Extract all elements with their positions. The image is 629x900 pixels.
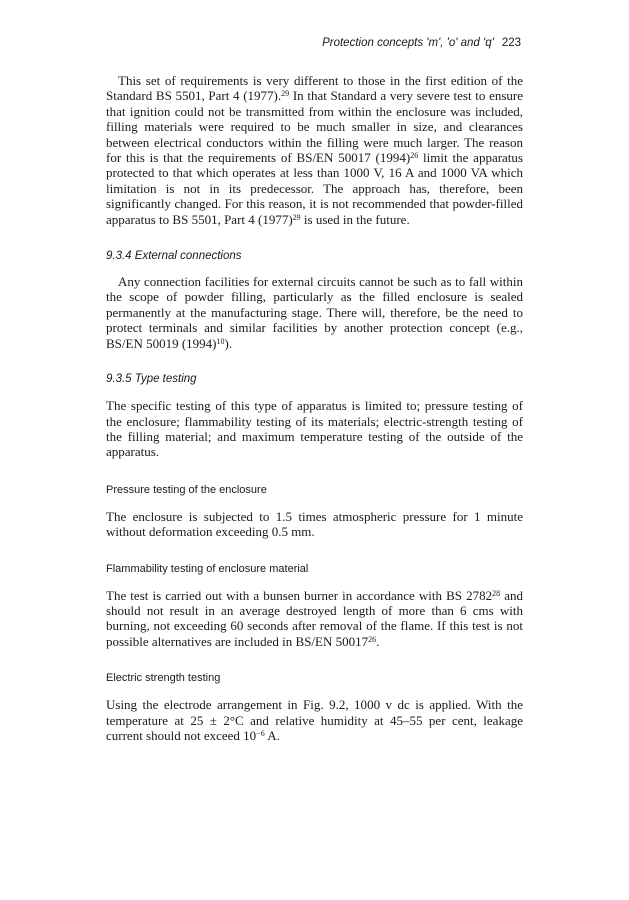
running-title: Protection concepts 'm', 'o' and 'q'	[322, 37, 494, 49]
paragraph-type-testing: The specific testing of this type of apparatus is limited to; pressure testing of the enclosure; flammability testing of its materials; electric-strength testing of the filling material; and maximum temperature testing of the outside of the apparatus.	[106, 398, 523, 460]
paragraph-flammability-testing: The test is carried out with a bunsen burner in accordance with BS 2782$^{28}$ and should not result in an average destroyed length of more than 6 cms with burning, not exceeding 60 seconds after removal of the flame. If this test is not possible alternatives are included in BS/EN 50017$^{26}$.	[106, 587, 523, 649]
page-body	[106, 73, 523, 743]
paragraph-external-connections: Any connection facilities for external circuits cannot be such as to fall within the scope of powder filling, particularly as the filled enclosure is sealed permanently at the manufacturing stage. There will, therefore, be the need to protect terminals and similar facilities by another protection concept (e.g., BS/EN 50019 $(1994)^{10}$).	[106, 274, 523, 351]
reference-superscript: 29	[292, 212, 301, 222]
reference-superscript: 26	[368, 634, 377, 644]
running-header	[322, 37, 521, 49]
paragraph-pressure-testing: The enclosure is subjected to 1.5 times atmospheric pressure for 1 minute without deformation exceeding 0.5 mm.	[106, 508, 523, 540]
subheading-flammability-testing: Flammability testing of enclosure material	[106, 562, 309, 575]
subheading-pressure-testing: Pressure testing of the enclosure	[106, 483, 267, 496]
exponent-superscript: −6	[256, 728, 265, 738]
reference-superscript: 26	[410, 151, 419, 161]
section-heading-external-connections: 9.3.4 External connections	[106, 250, 242, 263]
subheading-electric-strength-testing: Electric strength testing	[106, 672, 221, 685]
section-heading-type-testing: 9.3.5 Type testing	[106, 373, 197, 386]
paragraph-requirements: This set of requirements is very different to those in the first edition of the Standard BS 5501, Part 4 (1977).$^{29}$ In that Standard a very severe test to ensure that ignition could not be transmitted from within the enclosure was included, filling materials were required to be much smaller in size, and clearances between electrical conductors within the filling were much larger. The reason for this is that the requirements of BS/EN 50017 $(1994)^{26}$ limit the apparatus protected to that which operates at less than 1000 V, 16 A and 1000 VA which limitation is not in its predecessor. The approach has, therefore, been significantly changed. For this reason, it is not recommended that powder-filled apparatus to BS 5501, Part 4 $(1977)^{29}$ is used in the future.	[106, 73, 523, 227]
page-number: 223	[501, 37, 521, 49]
reference-superscript: 29	[281, 89, 290, 99]
paragraph-electric-strength-testing: Using the electrode arrangement in Fig. 9.2, 1000 v dc is applied. With the temperature at 25 ± 2°C and relative humidity at 45–55 per cent, leakage current should not exceed $10^{-6}$ A.	[106, 697, 523, 743]
reference-superscript: 28	[492, 588, 501, 598]
reference-superscript: 10	[216, 336, 225, 346]
